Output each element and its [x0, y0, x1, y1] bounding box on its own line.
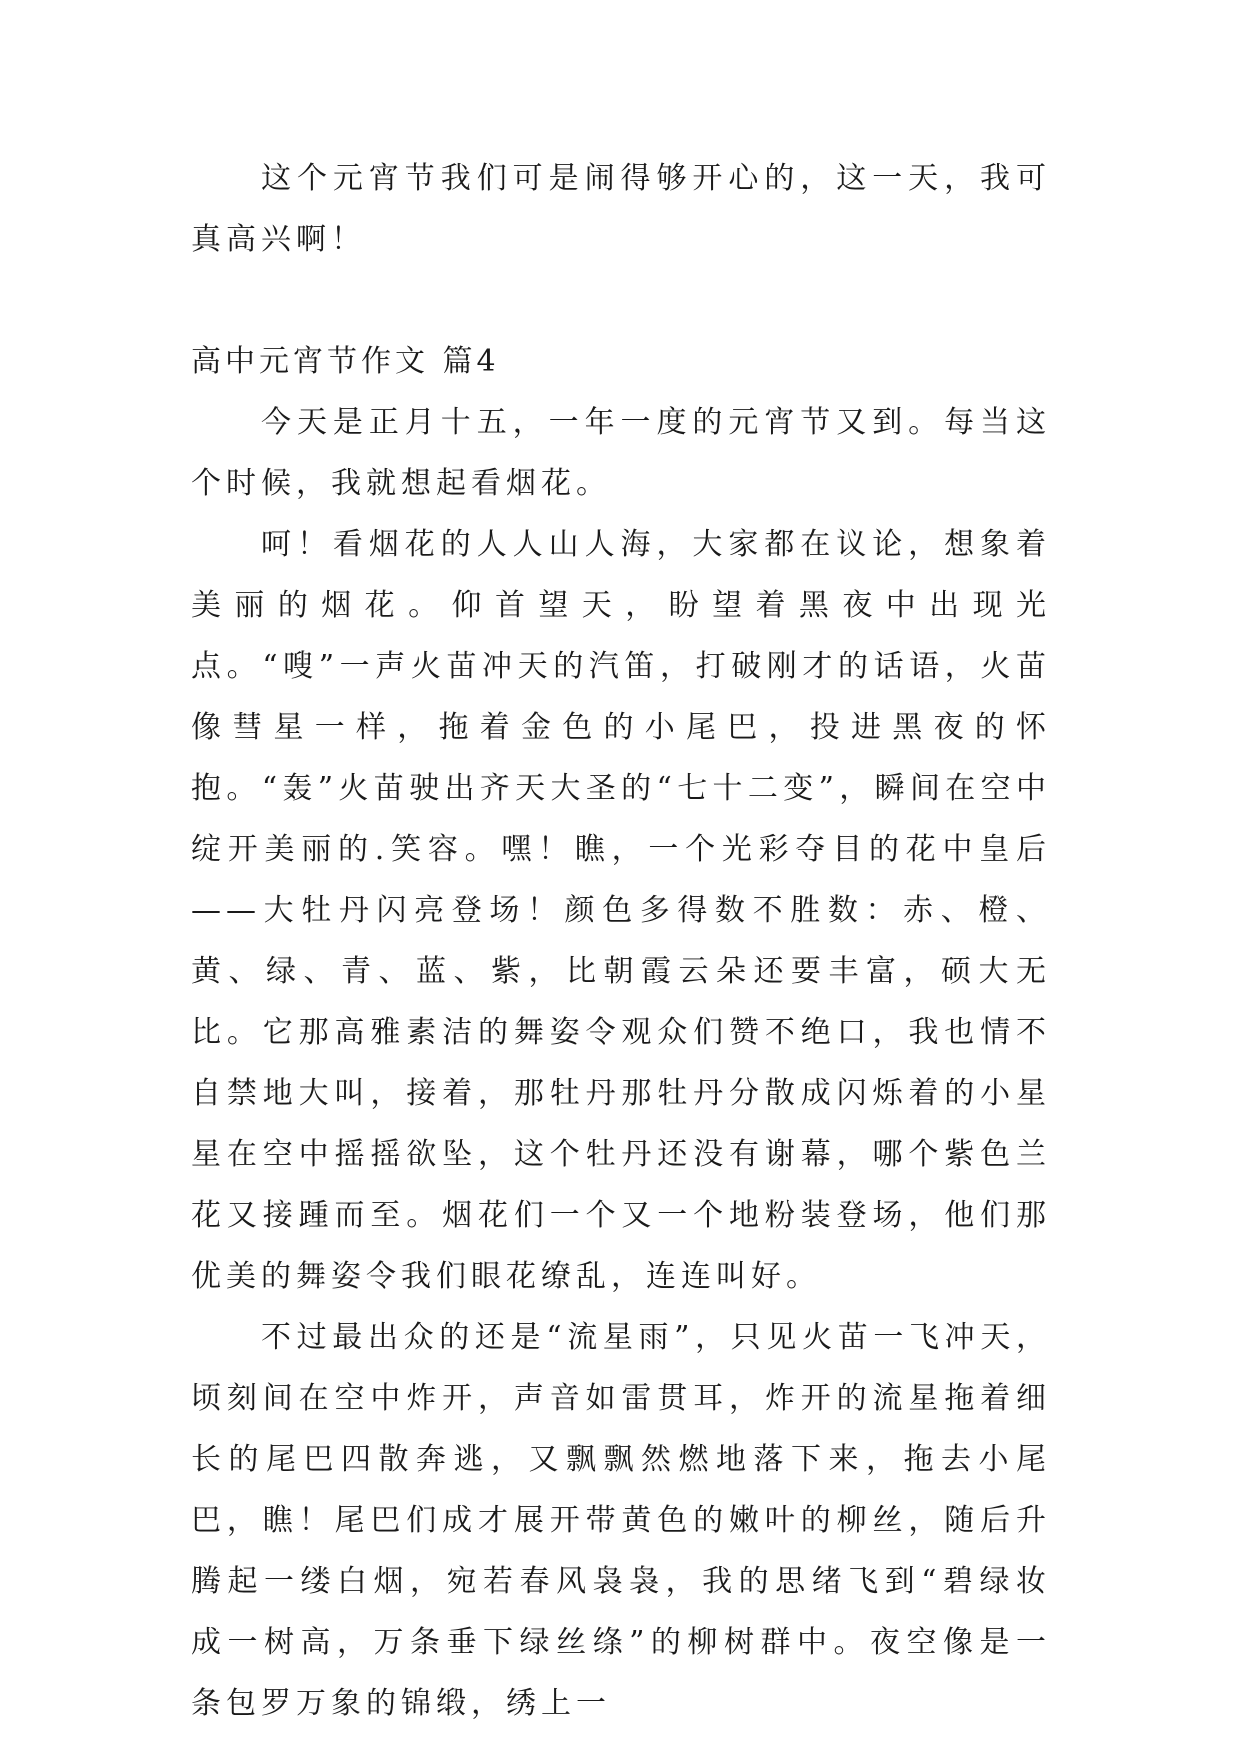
paragraph-fireworks: 呵！看烟花的人人山人海，大家都在议论，想象着美丽的烟花。仰首望天，盼望着黑夜中出现光点。“嗖”一声火苗冲天的汽笛，打破刚才的话语，火苗像彗星一样，拖着金色的小尾巴，投进黑夜的怀抱。“轰”火苗驶出齐天大圣的“七十二变”，瞬间在空中绽开美丽的.笑容。嘿！瞧，一个光彩夺目的花中皇后——大牡丹闪亮登场！颜色多得数不胜数：赤、橙、黄、绿、青、蓝、紫，比朝霞云朵还要丰富，硕大无比。它那高雅素洁的舞姿令观众们赞不绝口，我也情不自禁地大叫，接着，那牡丹那牡丹分散成闪烁着的小星星在空中摇摇欲坠，这个牡丹还没有谢幕，哪个紫色兰花又接踵而至。烟花们一个又一个地粉装登场，他们那优美的舞姿令我们眼花缭乱，连连叫好。: [191, 527, 1051, 1294]
closing-paragraph: 这个元宵节我们可是闹得够开心的，这一天，我可真高兴啊！: [191, 161, 1051, 257]
document-body: [191, 148, 1051, 1734]
paragraph-meteor-shower: 不过最出众的还是“流星雨”，只见火苗一飞冲天，顷刻间在空中炸开，声音如雷贯耳，炸开的流星拖着细长的尾巴四散奔逃，又飘飘然燃地落下来，拖去小尾巴，瞧！尾巴们成才展开带黄色的嫩叶的柳丝，随后升腾起一缕白烟，宛若春风袅袅，我的思绪飞到“碧绿妆成一树高，万条垂下绿丝绦”的柳树群中。夜空像是一条包罗万象的锦缎，绣上一: [191, 1320, 1051, 1721]
section-heading: 高中元宵节作文 篇4: [191, 344, 500, 379]
paragraph-intro: 今天是正月十五，一年一度的元宵节又到。每当这个时候，我就想起看烟花。: [191, 405, 1051, 501]
